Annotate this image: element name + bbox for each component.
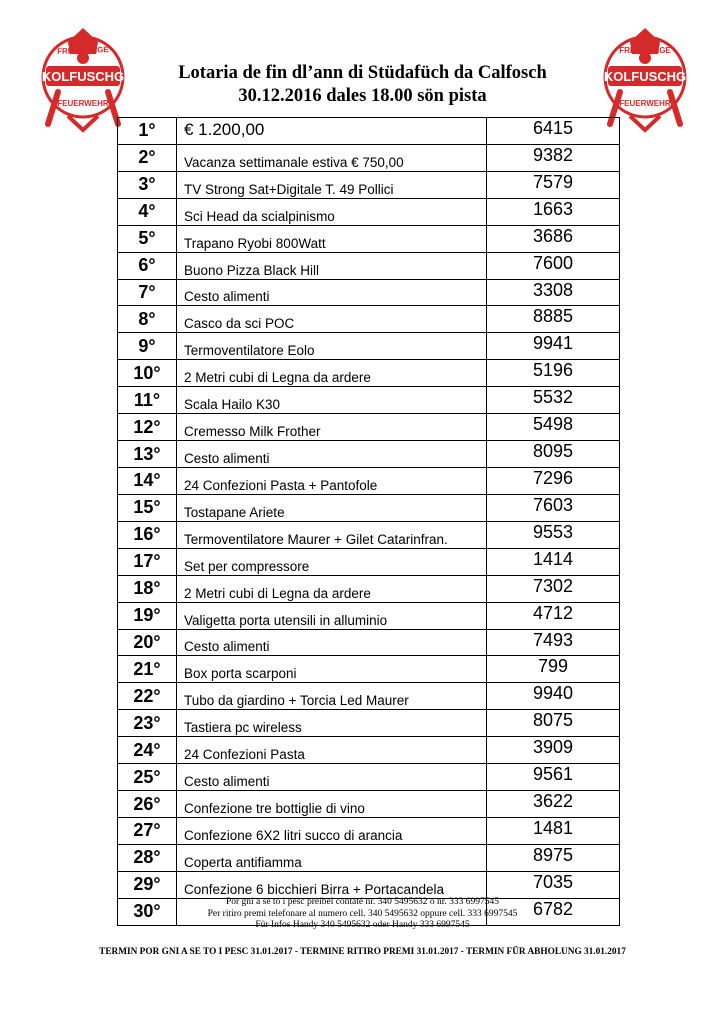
rank-cell: 28° [118, 844, 177, 871]
rank-cell: 4° [118, 198, 177, 225]
footer-line-2: Per ritiro premi telefonare al numero cell. 340 5495632 oppure cell. 333 6997545 [207, 908, 518, 919]
ticket-number-cell: 1481 [487, 817, 620, 844]
ticket-number-cell: 9382 [487, 144, 620, 171]
prize-table [117, 117, 620, 926]
table-row [118, 333, 620, 360]
ticket-number-cell: 9940 [487, 683, 620, 710]
rank-cell: 17° [118, 548, 177, 575]
table-row [118, 387, 620, 414]
table-row [118, 764, 620, 791]
ticket-number-cell: 7600 [487, 252, 620, 279]
ticket-number-cell: 8095 [487, 441, 620, 468]
rank-cell: 14° [118, 467, 177, 494]
prize-cell: Termoventilatore Maurer + Gilet Catarinfran. [177, 521, 487, 548]
rank-cell: 24° [118, 737, 177, 764]
table-row [118, 710, 620, 737]
table-row [118, 602, 620, 629]
ticket-number-cell: 9941 [487, 333, 620, 360]
table-row [118, 521, 620, 548]
title-line-2: 30.12.2016 dales 18.00 sön pista [238, 86, 487, 106]
rank-cell: 26° [118, 791, 177, 818]
prize-cell: TV Strong Sat+Digitale T. 49 Pollici [177, 171, 487, 198]
svg-text:FREIWILLIGE: FREIWILLIGE [619, 46, 671, 55]
prize-cell: Confezione tre bottiglie di vino [177, 791, 487, 818]
table-row [118, 791, 620, 818]
ticket-number-cell: 7296 [487, 467, 620, 494]
ticket-number-cell: 8075 [487, 710, 620, 737]
table-row [118, 629, 620, 656]
table-row [118, 683, 620, 710]
table-row [118, 252, 620, 279]
footer-line-1: Por gni a se to i pesc preibel contaté nr. 340 5495632 o nr. 333 6997545 [225, 897, 500, 907]
ticket-number-cell: 5498 [487, 414, 620, 441]
ticket-number-cell: 7302 [487, 575, 620, 602]
prize-cell: Tubo da giardino + Torcia Led Maurer [177, 683, 487, 710]
table-row [118, 306, 620, 333]
footer-line-3: Für Infos Handy 340 5495632 oder Handy 333 6997545 [255, 920, 470, 930]
table-row [118, 225, 620, 252]
rank-cell: 15° [118, 494, 177, 521]
table-row [118, 817, 620, 844]
prize-cell: Box porta scarponi [177, 656, 487, 683]
prize-cell: 24 Confezioni Pasta + Pantofole [177, 467, 487, 494]
prize-cell: Vacanza settimanale estiva € 750,00 [177, 144, 487, 171]
svg-text:KOLFUSCHG: KOLFUSCHG [41, 69, 125, 84]
prize-cell: Cesto alimenti [177, 441, 487, 468]
ticket-number-cell: 7603 [487, 494, 620, 521]
rank-cell: 29° [118, 871, 177, 898]
rank-cell: 1° [118, 118, 177, 145]
ticket-number-cell: 3909 [487, 737, 620, 764]
rank-cell: 22° [118, 683, 177, 710]
ticket-number-cell: 9561 [487, 764, 620, 791]
prize-cell: Cesto alimenti [177, 279, 487, 306]
rank-cell: 8° [118, 306, 177, 333]
table-row [118, 656, 620, 683]
ticket-number-cell: 5532 [487, 387, 620, 414]
prize-cell: Tastiera pc wireless [177, 710, 487, 737]
table-row [118, 360, 620, 387]
table-row [118, 118, 620, 145]
svg-text:FEUERWEHR: FEUERWEHR [57, 99, 109, 108]
page-title [120, 62, 605, 108]
rank-cell: 23° [118, 710, 177, 737]
rank-cell: 18° [118, 575, 177, 602]
prize-cell: Sci Head da scialpinismo [177, 198, 487, 225]
rank-cell: 10° [118, 360, 177, 387]
prize-cell: Tostapane Ariete [177, 494, 487, 521]
prize-cell: 24 Confezioni Pasta [177, 737, 487, 764]
rank-cell: 2° [118, 144, 177, 171]
ticket-number-cell: 4712 [487, 602, 620, 629]
ticket-number-cell: 3686 [487, 225, 620, 252]
prize-cell: Cremesso Milk Frother [177, 414, 487, 441]
table-row [118, 198, 620, 225]
prize-table-body [118, 118, 620, 926]
rank-cell: 30° [118, 898, 177, 925]
prize-cell: € 1.200,00 [177, 118, 487, 145]
prize-cell: Valigetta porta utensili in alluminio [177, 602, 487, 629]
contact-footer [100, 897, 625, 932]
rank-cell: 5° [118, 225, 177, 252]
ticket-number-cell: 6782 [487, 898, 620, 925]
rank-cell: 6° [118, 252, 177, 279]
prize-cell: Cesto alimenti [177, 764, 487, 791]
table-row [118, 279, 620, 306]
rank-cell: 7° [118, 279, 177, 306]
rank-cell: 16° [118, 521, 177, 548]
table-row [118, 575, 620, 602]
prize-cell: Casco da sci POC [177, 306, 487, 333]
ticket-number-cell: 6415 [487, 118, 620, 145]
table-row [118, 871, 620, 898]
ticket-number-cell: 3308 [487, 279, 620, 306]
table-row [118, 494, 620, 521]
ticket-number-cell: 799 [487, 656, 620, 683]
prize-cell: Cesto alimenti [177, 629, 487, 656]
rank-cell: 19° [118, 602, 177, 629]
prize-cell: Buono Pizza Black Hill [177, 252, 487, 279]
ticket-number-cell: 7035 [487, 871, 620, 898]
svg-text:KOLFUSCHG: KOLFUSCHG [603, 69, 687, 84]
ticket-number-cell: 8975 [487, 844, 620, 871]
ticket-number-cell: 7493 [487, 629, 620, 656]
rank-cell: 20° [118, 629, 177, 656]
rank-cell: 27° [118, 817, 177, 844]
ticket-number-cell: 7579 [487, 171, 620, 198]
ticket-number-cell: 5196 [487, 360, 620, 387]
svg-text:FEUERWEHR: FEUERWEHR [619, 99, 671, 108]
ticket-number-cell: 9553 [487, 521, 620, 548]
table-row [118, 737, 620, 764]
ticket-number-cell: 1414 [487, 548, 620, 575]
rank-cell: 13° [118, 441, 177, 468]
ticket-number-cell: 8885 [487, 306, 620, 333]
deadline-notice: TERMIN POR GNI A SE TO I PESC 31.01.2017 - TERMINE RITIRO PREMI 31.01.2017 - TERMIN FÜR ABHOLUNG 31.01.2017 [99, 947, 626, 957]
rank-cell: 3° [118, 171, 177, 198]
rank-cell: 12° [118, 414, 177, 441]
prize-cell: Termoventilatore Eolo [177, 333, 487, 360]
prize-cell: 2 Metri cubi di Legna da ardere [177, 360, 487, 387]
title-line-1: Lotaria de fin dl’ann di Stüdafüch da Calfosch [178, 63, 547, 83]
rank-cell: 11° [118, 387, 177, 414]
prize-cell: Set per compressore [177, 548, 487, 575]
rank-cell: 21° [118, 656, 177, 683]
prize-cell: Coperta antifiamma [177, 844, 487, 871]
table-row [118, 467, 620, 494]
table-row [118, 548, 620, 575]
table-row [118, 441, 620, 468]
table-row [118, 414, 620, 441]
prize-cell: Scala Hailo K30 [177, 387, 487, 414]
prize-cell: Confezione 6 bicchieri Birra + Portacandela [177, 871, 487, 898]
prize-cell: 2 Metri cubi di Legna da ardere [177, 575, 487, 602]
ticket-number-cell: 3622 [487, 791, 620, 818]
prize-cell: Confezione 6X2 litri succo di arancia [177, 817, 487, 844]
table-row [118, 844, 620, 871]
table-row [118, 144, 620, 171]
svg-text:FREIWILLIGE: FREIWILLIGE [56, 45, 109, 56]
rank-cell: 9° [118, 333, 177, 360]
table-row [118, 171, 620, 198]
ticket-number-cell: 1663 [487, 198, 620, 225]
prize-cell: Trapano Ryobi 800Watt [177, 225, 487, 252]
rank-cell: 25° [118, 764, 177, 791]
